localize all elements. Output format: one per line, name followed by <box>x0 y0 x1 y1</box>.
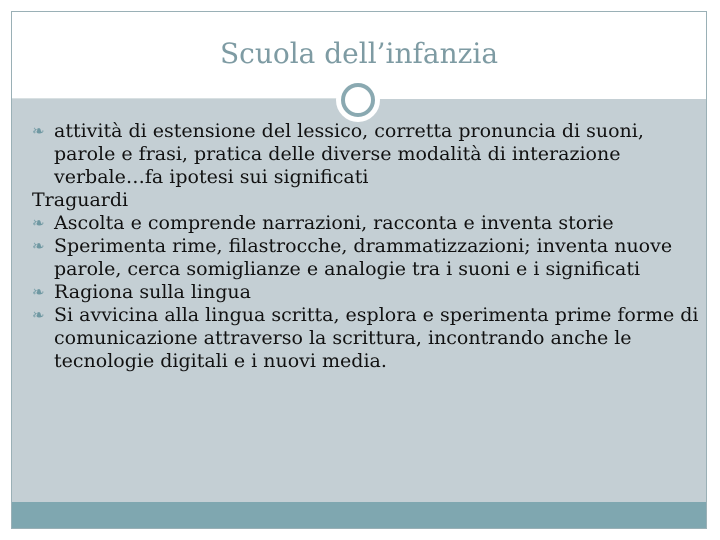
slide-body <box>32 120 700 373</box>
paragraph-text: Ragiona sulla lingua <box>54 281 251 303</box>
leaf-bullet-icon: ❧ <box>32 306 45 324</box>
leaf-bullet-icon: ❧ <box>32 214 45 232</box>
paragraph-text: Ascolta e comprende narrazioni, racconta e inventa storie <box>54 212 614 234</box>
leaf-bullet-icon: ❧ <box>32 237 45 255</box>
paragraph-text: Traguardi <box>32 189 129 211</box>
paragraph-text: Sperimenta rime, filastrocche, drammatizzazioni; inventa nuove parole, cerca somiglianze e analogie tra i suoni e i significati <box>54 235 673 280</box>
slide-title: Scuola dell’infanzia <box>219 37 499 70</box>
title-divider <box>12 98 342 99</box>
paragraph-text: Si avvicina alla lingua scritta, esplora e sperimenta prime forme di comunicazione attraverso la scrittura, incontrando anche le tecnologie digitali e i nuovi media. <box>54 304 699 372</box>
bullet-paragraph-4 <box>32 281 700 304</box>
bullet-paragraph-5 <box>32 304 700 373</box>
bullet-paragraph-3 <box>32 235 700 281</box>
footer-band <box>12 502 706 528</box>
leaf-bullet-icon: ❧ <box>32 122 45 140</box>
divider-ring-icon <box>341 83 375 117</box>
section-heading <box>32 189 700 212</box>
bullet-paragraph-1 <box>32 120 700 189</box>
leaf-bullet-icon: ❧ <box>32 283 45 301</box>
bullet-paragraph-2 <box>32 212 700 235</box>
paragraph-text: attività di estensione del lessico, corretta pronuncia di suoni, parole e frasi, pratica delle diverse modalità di interazione verbale…fa ipotesi sui significati <box>54 120 644 188</box>
